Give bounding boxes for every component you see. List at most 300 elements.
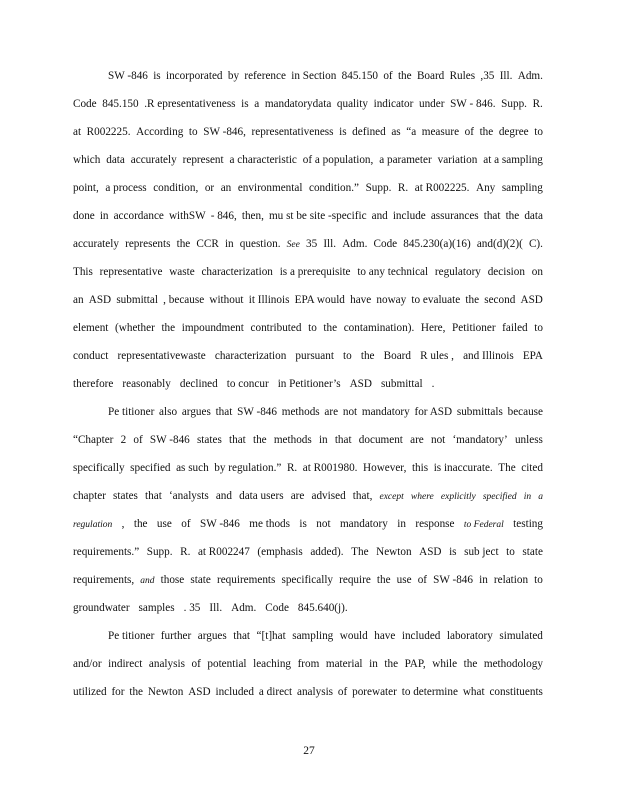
text-word: indirect	[108, 658, 143, 670]
text-word: methods	[281, 406, 320, 418]
text-line	[73, 458, 543, 478]
text-word: of	[383, 70, 393, 82]
text-word: ,35	[480, 70, 495, 82]
text-word: an	[220, 182, 232, 194]
text-word: require	[339, 574, 371, 586]
text-line	[108, 626, 543, 646]
text-word: ASD	[520, 294, 543, 306]
text-word: point,	[73, 182, 99, 194]
text-word: data users	[239, 490, 284, 502]
text-word: simulated	[499, 630, 543, 642]
text-word: to Federal	[463, 520, 504, 530]
text-word: samples	[138, 602, 175, 614]
text-word: requirements,	[73, 574, 135, 586]
text-word: CCR	[196, 238, 219, 250]
text-word: R002225.	[86, 126, 131, 138]
text-word: and/or	[73, 658, 102, 670]
text-word: condition,	[153, 182, 199, 194]
text-line	[73, 122, 543, 142]
text-word: R.	[180, 546, 191, 558]
text-word: .	[431, 378, 435, 390]
text-word: specified	[130, 462, 171, 474]
text-word: 2	[120, 434, 127, 446]
text-word: the	[397, 70, 412, 82]
text-word: accordance	[113, 210, 164, 222]
text-word: while	[432, 658, 458, 670]
text-word: SW -846	[237, 406, 277, 418]
text-word: (emphasis	[257, 546, 303, 558]
text-word: sampling	[292, 630, 334, 642]
text-word: Adm.	[231, 602, 257, 614]
text-word: in	[397, 518, 406, 530]
text-word: failed	[502, 322, 528, 334]
text-word: that	[233, 630, 251, 642]
text-word: the	[161, 322, 176, 334]
text-word: variation	[437, 154, 478, 166]
text-word: an	[73, 294, 84, 306]
text-word: by	[227, 70, 240, 82]
text-word: ASD	[188, 686, 211, 698]
text-word: the	[360, 350, 375, 362]
text-word: cited	[521, 462, 543, 474]
text-word: analysis	[296, 686, 334, 698]
text-word: as	[391, 126, 401, 138]
text-word: are	[324, 406, 339, 418]
text-word: represents	[125, 238, 171, 250]
text-word: The	[351, 546, 369, 558]
text-word: conduct	[73, 350, 109, 362]
text-word: environmental	[237, 182, 303, 194]
text-word: impoundment	[181, 322, 244, 334]
text-word: mu st be site -specific	[268, 210, 367, 222]
text-word: noway	[376, 294, 407, 306]
text-word: included	[215, 686, 254, 698]
text-word: this	[411, 462, 429, 474]
text-word: the	[252, 434, 267, 446]
text-word: by regulation.”	[214, 462, 282, 474]
text-word: SW -846,	[203, 126, 246, 138]
text-word: submittal	[116, 294, 158, 306]
text-word: on	[531, 266, 543, 278]
text-word: a parameter	[379, 154, 432, 166]
text-word: requirements.”	[73, 546, 140, 558]
text-word: ‘mandatory’	[452, 434, 508, 446]
text-word: leaching	[253, 658, 292, 670]
text-word: and Illinois	[463, 350, 514, 362]
text-word: PAP,	[404, 658, 426, 670]
text-word: Any	[475, 182, 496, 194]
text-word: methodology	[483, 658, 543, 670]
text-word: Code	[73, 98, 97, 110]
text-word: states	[196, 434, 222, 446]
text-word: measure	[421, 126, 460, 138]
text-word: not	[316, 518, 331, 530]
text-line	[73, 150, 543, 170]
text-word: in	[318, 434, 328, 446]
text-word: 35	[305, 238, 318, 250]
text-line	[73, 206, 543, 226]
text-word: would	[339, 630, 368, 642]
text-word: See	[286, 240, 300, 250]
text-word: a	[538, 492, 543, 502]
text-line	[73, 234, 543, 254]
text-word: mandatory	[361, 406, 410, 418]
text-line	[73, 542, 543, 562]
text-line	[73, 654, 543, 674]
text-word: are	[290, 490, 305, 502]
text-word: because	[507, 406, 543, 418]
text-word: specifically	[73, 462, 125, 474]
text-word: the	[323, 322, 338, 334]
text-word: characterization	[214, 350, 287, 362]
text-word: decision	[487, 266, 525, 278]
text-word: indicator	[373, 98, 414, 110]
text-word: second	[484, 294, 516, 306]
text-word: use	[396, 574, 412, 586]
text-word: to any technical	[357, 266, 429, 278]
text-word: have	[374, 630, 396, 642]
text-word: SW -846	[108, 70, 148, 82]
text-word: or	[204, 182, 215, 194]
text-word: Supp.	[146, 546, 173, 558]
text-line	[73, 514, 543, 534]
text-word: argues	[181, 406, 211, 418]
text-word: not	[430, 434, 446, 446]
text-word: where	[410, 492, 434, 502]
text-word: as such	[176, 462, 209, 474]
text-word: is inaccurate.	[433, 462, 493, 474]
text-word: is	[241, 98, 249, 110]
text-word: state	[522, 546, 543, 558]
text-word: in Petitioner’s	[277, 378, 341, 390]
text-line	[73, 178, 543, 198]
text-word: sampling	[501, 182, 543, 194]
text-word: and	[215, 490, 232, 502]
text-word: the	[129, 686, 144, 698]
text-word: the	[463, 658, 478, 670]
text-word: done	[73, 210, 95, 222]
text-line	[73, 94, 543, 114]
text-word: 845.150	[341, 70, 378, 82]
text-word: which	[73, 154, 101, 166]
text-word: degree	[498, 126, 529, 138]
text-word: response	[415, 518, 455, 530]
text-word: that	[334, 434, 352, 446]
text-word: added).	[310, 546, 344, 558]
text-word: requirements	[216, 574, 276, 586]
text-word: of	[417, 574, 428, 586]
text-word: question.	[239, 238, 281, 250]
text-word: the	[133, 518, 148, 530]
text-word: Newton	[147, 686, 184, 698]
text-word: included	[401, 630, 441, 642]
text-word: at	[73, 126, 82, 138]
text-word: specifically	[281, 574, 334, 586]
text-word: to evaluate	[411, 294, 461, 306]
text-word: those	[160, 574, 185, 586]
text-word: However,	[363, 462, 407, 474]
text-word: accurately	[130, 154, 177, 166]
text-word: Pe titioner	[108, 630, 155, 642]
text-word: in	[224, 238, 234, 250]
text-word: a	[254, 98, 260, 110]
text-line	[73, 430, 543, 450]
text-word: SW -846	[433, 574, 473, 586]
text-word: material	[325, 658, 363, 670]
text-word: C).	[528, 238, 543, 250]
text-word: document	[358, 434, 403, 446]
text-word: waste	[169, 266, 195, 278]
text-word: Ill.	[323, 238, 337, 250]
text-word: of	[464, 126, 474, 138]
text-word: in	[369, 658, 378, 670]
text-word: further	[160, 630, 192, 642]
text-word: the	[376, 574, 391, 586]
text-word: mandatorydata	[264, 98, 332, 110]
text-word: SW -846	[149, 434, 190, 446]
text-word: According	[136, 126, 184, 138]
text-word: of	[181, 518, 191, 530]
text-word: the	[384, 658, 399, 670]
text-line	[73, 262, 543, 282]
text-word: data	[106, 154, 125, 166]
text-word: SW - 846.	[450, 98, 496, 110]
text-line	[73, 346, 543, 366]
text-word: The	[498, 462, 516, 474]
text-word: that	[215, 406, 233, 418]
text-word: testing	[513, 518, 543, 530]
text-word: , because	[163, 294, 205, 306]
text-word: to	[506, 546, 515, 558]
text-word: relation	[493, 574, 529, 586]
text-word: “a	[406, 126, 417, 138]
text-word: what	[462, 686, 485, 698]
text-word: R.	[532, 98, 543, 110]
text-word: that	[229, 434, 246, 446]
text-word: laboratory	[446, 630, 493, 642]
text-word: accurately	[73, 238, 119, 250]
text-line	[73, 374, 543, 394]
text-word: - 846,	[210, 210, 237, 222]
text-line	[73, 682, 543, 702]
text-word: ASD	[88, 294, 112, 306]
text-word: 845.150	[102, 98, 139, 110]
text-word: analysis	[148, 658, 185, 670]
text-word: in	[479, 574, 488, 586]
text-word: to concur	[226, 378, 269, 390]
text-word: utilized	[73, 686, 107, 698]
text-word: Petitioner	[452, 322, 496, 334]
text-word: Rules	[449, 70, 476, 82]
text-word: include	[392, 210, 426, 222]
text-word: declined	[179, 378, 218, 390]
text-word: data	[524, 210, 543, 222]
text-word: R.	[286, 462, 298, 474]
text-word: for ASD	[414, 406, 453, 418]
text-word: under	[418, 98, 445, 110]
text-word: therefore	[73, 378, 114, 390]
text-word: Adm.	[517, 70, 543, 82]
text-word: Ill.	[499, 70, 513, 82]
text-word: advised	[311, 490, 346, 502]
text-word: condition.”	[308, 182, 360, 194]
text-word: representativewaste	[117, 350, 206, 362]
text-word: mandatory	[339, 518, 388, 530]
text-word: Code	[265, 602, 289, 614]
text-word: in	[523, 492, 532, 502]
text-word: This	[73, 266, 93, 278]
text-word: the	[479, 126, 494, 138]
text-word: me thods	[249, 518, 290, 530]
text-word: the	[505, 210, 520, 222]
text-word: “Chapter	[73, 434, 114, 446]
text-word: contributed	[250, 322, 302, 334]
text-word: have	[350, 294, 372, 306]
text-word: are	[410, 434, 424, 446]
text-word: reference	[244, 70, 286, 82]
text-word: porewater	[352, 686, 397, 698]
text-word: R.	[397, 182, 409, 194]
text-word: use	[156, 518, 172, 530]
text-word: Board	[383, 350, 411, 362]
text-word: of	[133, 434, 143, 446]
text-word: Code	[373, 238, 398, 250]
text-line	[73, 290, 543, 310]
text-word: EPA	[522, 350, 543, 362]
text-word: at a sampling	[483, 154, 543, 166]
text-line	[73, 598, 543, 618]
text-word: and(d)(2)(	[476, 238, 523, 250]
text-word: at R002247	[197, 546, 250, 558]
text-word: pursuant	[295, 350, 334, 362]
text-word: to	[534, 574, 543, 586]
text-word: is a prerequisite	[279, 266, 351, 278]
text-word: a direct	[258, 686, 293, 698]
text-word: unless	[514, 434, 543, 446]
text-word: ‘analysts	[168, 490, 209, 502]
text-line	[108, 402, 543, 422]
text-word: methods	[273, 434, 312, 446]
page-number: 27	[303, 745, 315, 757]
text-word: is	[449, 546, 457, 558]
text-word: state	[190, 574, 211, 586]
text-word: constituents	[489, 686, 543, 698]
text-word: that	[145, 490, 162, 502]
text-word: EPA would	[294, 294, 345, 306]
text-word: submittal	[380, 378, 423, 390]
text-word: groundwater	[73, 602, 130, 614]
text-word: at R001980.	[302, 462, 358, 474]
text-word: that	[483, 210, 501, 222]
text-word: explicitly	[440, 492, 476, 502]
text-word: the	[465, 294, 480, 306]
text-word: to	[343, 350, 352, 362]
text-word: of	[337, 686, 348, 698]
text-word: Board	[416, 70, 445, 82]
text-word: to determine	[401, 686, 458, 698]
text-word: . 35	[183, 602, 201, 614]
text-word: ASD	[419, 546, 442, 558]
text-word: is	[153, 70, 161, 82]
text-word: in Section	[291, 70, 337, 82]
text-word: to	[308, 322, 317, 334]
text-word: sub ject	[464, 546, 499, 558]
text-word: submittals	[456, 406, 503, 418]
text-word: is	[299, 518, 307, 530]
text-word: without	[209, 294, 244, 306]
text-word: and	[371, 210, 388, 222]
text-word: to	[534, 322, 543, 334]
text-word: not	[342, 406, 358, 418]
text-word: assurances	[430, 210, 479, 222]
text-word: to	[188, 126, 198, 138]
text-word: Pe titioner	[108, 406, 155, 418]
text-word: Adm.	[342, 238, 368, 250]
text-word: 845.230(a)(16)	[403, 238, 471, 250]
text-word: then,	[241, 210, 264, 222]
text-word: for	[111, 686, 125, 698]
text-word: at R002225.	[414, 182, 470, 194]
text-word: (whether	[115, 322, 155, 334]
text-word: is	[339, 126, 347, 138]
text-word: chapter	[73, 490, 106, 502]
text-word: “[t]hat	[256, 630, 286, 642]
text-word: states	[113, 490, 138, 502]
text-word: of a population,	[302, 154, 374, 166]
text-word: Here,	[420, 322, 446, 334]
text-word: reasonably	[122, 378, 171, 390]
text-word: potential	[207, 658, 247, 670]
text-word: element	[73, 322, 109, 334]
text-word: of	[191, 658, 201, 670]
text-word: a characteristic	[229, 154, 297, 166]
text-word: ,	[121, 518, 125, 530]
text-word: and	[140, 576, 155, 586]
text-word: representative	[99, 266, 163, 278]
text-word: Ill.	[209, 602, 223, 614]
text-word: in	[99, 210, 109, 222]
text-word: also	[159, 406, 178, 418]
text-word: Supp.	[501, 98, 527, 110]
text-word: Newton	[376, 546, 412, 558]
text-word: quality	[336, 98, 368, 110]
text-word: contamination).	[343, 322, 415, 334]
text-word: ASD	[349, 378, 372, 390]
text-word: R ules ,	[420, 350, 454, 362]
text-word: incorporated	[165, 70, 223, 82]
text-word: .R epresentativeness	[144, 98, 236, 110]
text-word: the	[176, 238, 191, 250]
text-word: characterization	[201, 266, 273, 278]
text-word: argues	[197, 630, 227, 642]
text-line	[73, 486, 543, 506]
text-word: Supp.	[365, 182, 392, 194]
text-word: 845.640(j).	[297, 602, 348, 614]
text-word: regulatory	[434, 266, 481, 278]
text-word: SW -846	[199, 518, 240, 530]
text-line	[73, 318, 543, 338]
text-word: that,	[352, 490, 373, 502]
text-word: to	[534, 126, 543, 138]
text-word: represent	[182, 154, 224, 166]
text-word: defined	[352, 126, 386, 138]
text-word: a process	[105, 182, 147, 194]
text-word: specified	[482, 492, 517, 502]
text-word: regulation	[73, 520, 113, 530]
text-word: representativeness	[251, 126, 334, 138]
text-word: withSW	[168, 210, 206, 222]
text-line	[73, 570, 543, 590]
